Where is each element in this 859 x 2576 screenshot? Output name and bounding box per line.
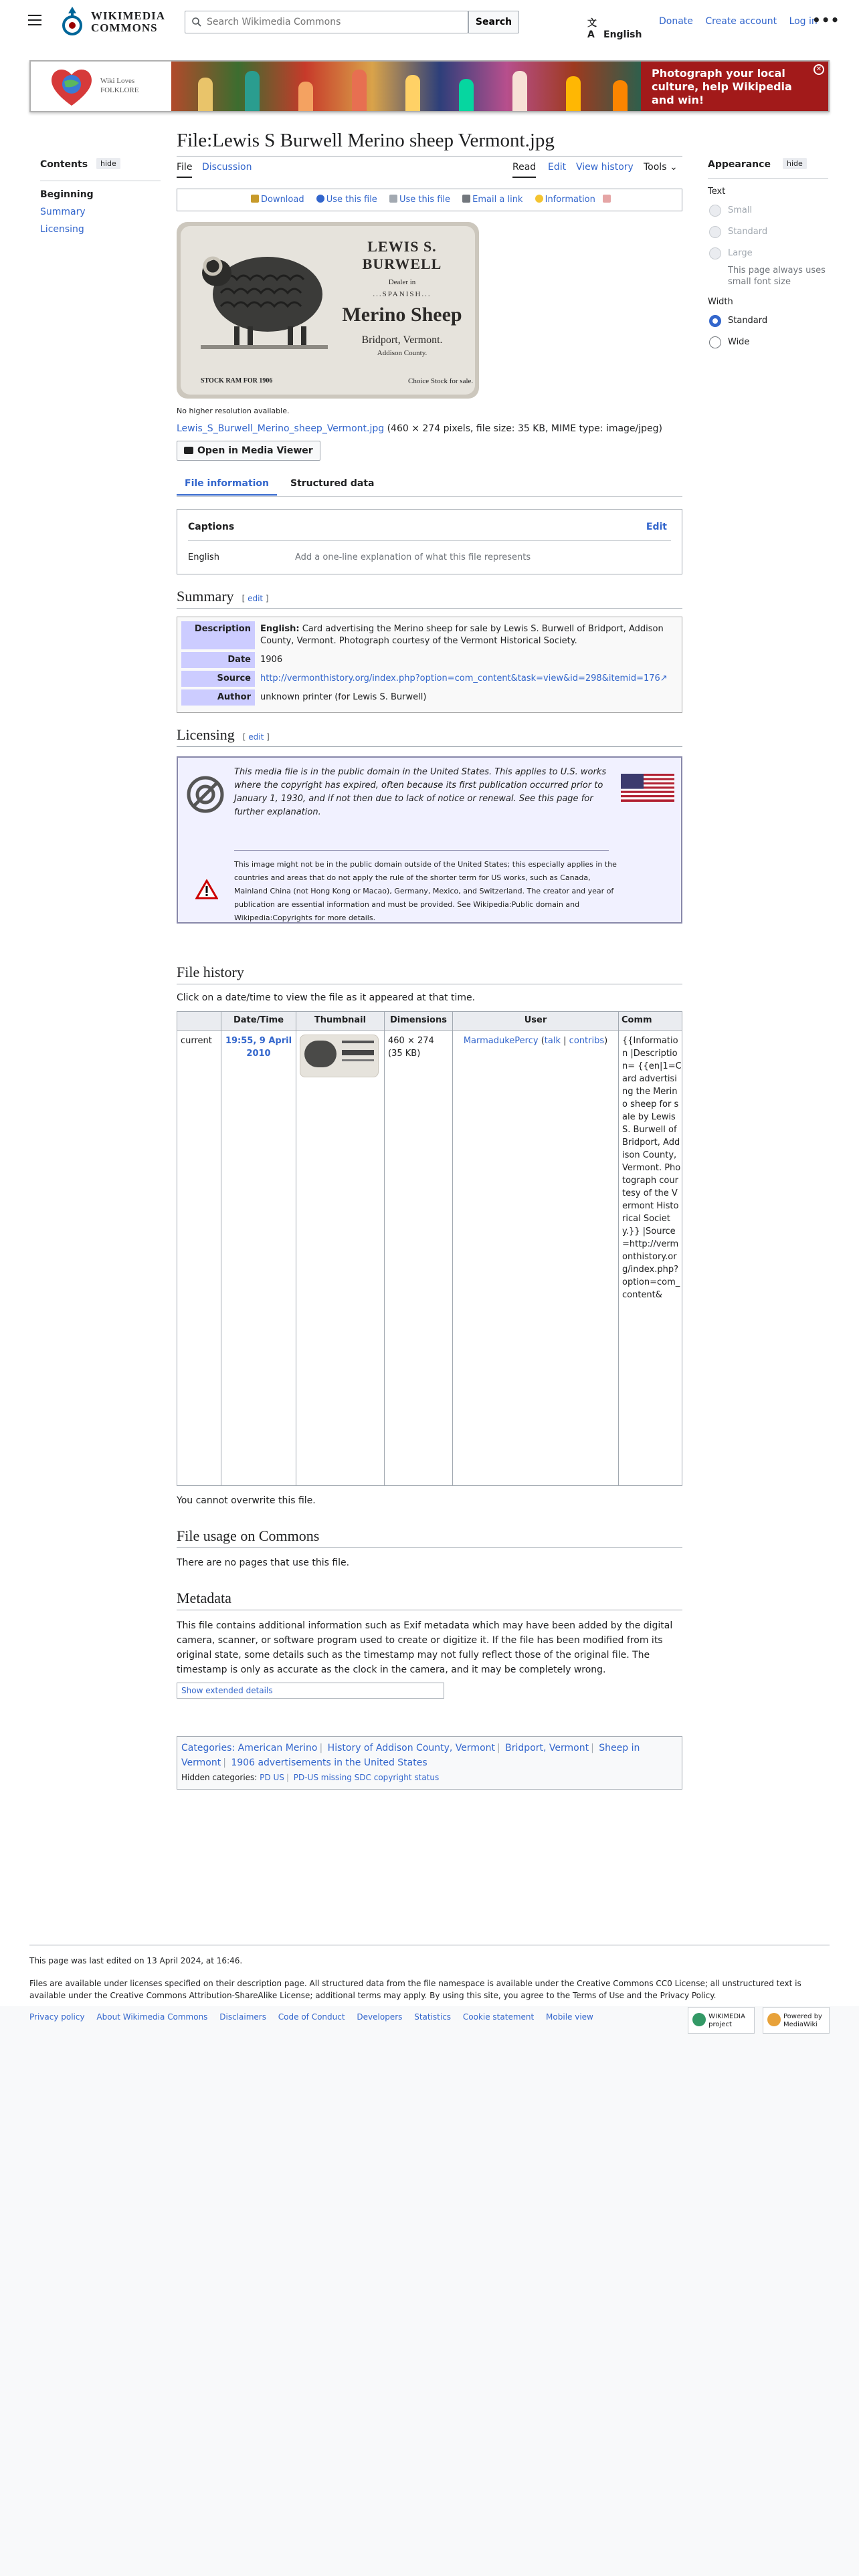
text-size-large-label: Large — [728, 248, 753, 258]
footer-link-privacy[interactable]: Privacy policy — [29, 2012, 85, 2022]
footer-link-cookie[interactable]: Cookie statement — [462, 2012, 535, 2022]
tab-read[interactable]: Read — [512, 162, 536, 178]
card-place: Bridport, Vermont. — [361, 334, 443, 346]
site-header — [0, 0, 859, 44]
description-value — [255, 621, 678, 649]
create-account-link[interactable]: Create account — [705, 16, 777, 27]
search-box — [185, 11, 468, 33]
language-selector[interactable] — [587, 16, 642, 40]
radio-selected-icon — [709, 315, 721, 327]
search-icon — [192, 17, 201, 27]
footer-license-text: Files are available under licenses specified on their description page. All structured data from the file namespace is available under the Creative Commons CC0 License; all unstructured text is available under the Creative Commons Attribution-ShareAlike License; additional terms may apply. By using this site, you agree to the Terms of Use and the Privacy Policy. — [29, 1979, 801, 2000]
tab-tools[interactable] — [644, 162, 678, 177]
card-spanish: ...SPANISH... — [373, 290, 432, 298]
date-key: Date — [181, 652, 255, 668]
merino-sheep-illustration — [194, 239, 328, 353]
width-wide-label: Wide — [728, 337, 750, 347]
hidden-category-link[interactable]: PD US — [260, 1773, 284, 1782]
text-size-note: This page always uses small font size — [728, 265, 826, 287]
banner-photo-strip — [171, 62, 641, 111]
open-media-viewer-label: Open in Media Viewer — [197, 445, 313, 456]
card-name: LEWIS S. BURWELL — [362, 238, 442, 272]
cell-status: current — [177, 1031, 221, 1485]
toc-hide-button[interactable]: hide — [96, 158, 120, 169]
main-content — [177, 189, 682, 1790]
logo-wordmark — [91, 10, 165, 34]
talk-link[interactable]: talk — [544, 1036, 561, 1046]
donate-link[interactable]: Donate — [659, 16, 693, 27]
use-file-wiki-label: Use this file — [399, 195, 451, 205]
category-link[interactable]: American Merino — [237, 1743, 318, 1753]
summary-table — [177, 617, 682, 713]
file-usage-heading: File usage on Commons — [177, 1527, 682, 1548]
card-merino: Merino Sheep — [342, 304, 462, 326]
public-domain-text: This media file is in the public domain in the United States. This applies to U.S. works where the copyright has expired, often because its first publication occurred prior to January 1, 1930, and if not then due to lack of notice or renewal. See this page for further explanation. — [234, 767, 607, 817]
summary-heading — [177, 588, 682, 609]
appearance-title: Appearance — [708, 159, 771, 170]
tab-file[interactable]: File — [177, 162, 192, 178]
categories-box — [177, 1736, 682, 1790]
page-tabs — [177, 162, 682, 179]
category-link[interactable]: History of Addison County, Vermont — [327, 1743, 495, 1753]
wiki-icon — [389, 195, 397, 203]
download-label: Download — [260, 195, 304, 205]
thumbnail-image[interactable] — [300, 1035, 379, 1077]
cell-thumbnail — [296, 1031, 385, 1485]
width-standard-label: Standard — [728, 316, 768, 326]
log-in-link[interactable]: Log in — [789, 16, 818, 27]
categories-line: Categories: American Merino | History of Addison County, Vermont | Bridport, Vermont | Sheep in Vermont | 1906 advertisements in the United States — [181, 1743, 640, 1768]
radio-icon — [709, 247, 721, 259]
file-history-intro: Click on a date/time to view the file as it appeared at that time. — [177, 992, 476, 1003]
captions-box — [177, 509, 682, 574]
toc-item-licensing[interactable]: Licensing — [40, 224, 84, 235]
cell-user: MarmadukePercy (talk | contribs) — [453, 1031, 619, 1485]
text-size-large-option — [708, 247, 828, 269]
text-size-small-label: Small — [728, 205, 753, 215]
wikimedia-logo-icon — [692, 2013, 706, 2026]
file-usage-text: There are no pages that use this file. — [177, 1558, 350, 1568]
summary-row-source — [181, 671, 678, 687]
caption-input[interactable]: Add a one-line explanation of what this file represents — [295, 552, 531, 562]
file-info-line — [177, 423, 682, 434]
card-stock-ram: STOCK RAM FOR 1906 — [201, 377, 273, 385]
banner-logo-line1: Wiki Loves — [100, 77, 135, 85]
licensing-heading-text: Licensing — [177, 726, 235, 743]
card-text — [339, 238, 466, 357]
table-of-contents — [40, 159, 161, 241]
card-dealer: Dealer in — [388, 278, 416, 286]
information-button[interactable] — [535, 195, 595, 205]
wiki-loves-folklore-logo — [35, 64, 169, 108]
summary-row-date — [181, 652, 678, 668]
show-extended-details-toggle[interactable]: Show extended details — [177, 1683, 444, 1699]
column-header-status — [177, 1012, 221, 1031]
heart-globe-icon — [48, 64, 95, 108]
dimensions-value: 460 × 274 — [388, 1036, 434, 1046]
tab-file-information[interactable]: File information — [177, 478, 277, 496]
us-flag-icon — [621, 774, 674, 802]
search-input[interactable] — [207, 11, 448, 33]
site-logo[interactable] — [59, 5, 193, 39]
category-link[interactable]: Bridport, Vermont — [505, 1743, 589, 1753]
footer-link-developers[interactable]: Developers — [357, 2012, 403, 2022]
banner-cta[interactable]: Photograph your local culture, help Wikipedia and win! — [641, 62, 830, 111]
width-standard-option[interactable] — [708, 315, 828, 336]
captions-edit-button[interactable]: Edit — [646, 522, 667, 532]
size-value: (35 KB) — [388, 1049, 421, 1059]
use-file-wiki-button[interactable] — [389, 195, 450, 205]
hidden-categories-line: Hidden categories: PD US | PD-US missing SDC copyright status — [181, 1773, 440, 1782]
media-viewer-icon — [184, 447, 193, 454]
tab-discussion[interactable]: Discussion — [202, 162, 252, 173]
category-link[interactable]: 1906 advertisements in the United States — [231, 1757, 427, 1768]
main-menu-icon[interactable] — [28, 15, 41, 25]
radio-icon — [709, 336, 721, 348]
search-button[interactable]: Search — [468, 11, 519, 33]
text-size-label: Text — [708, 187, 726, 197]
author-key: Author — [181, 689, 255, 706]
toc-item-summary[interactable]: Summary — [40, 207, 86, 217]
width-label: Width — [708, 297, 733, 307]
mediawiki-logo-icon — [767, 2013, 781, 2026]
licensing-heading — [177, 726, 682, 747]
original-file-link[interactable]: Lewis_S_Burwell_Merino_sheep_Vermont.jpg — [177, 423, 385, 434]
text-size-standard-label: Standard — [728, 227, 768, 237]
language-label: English — [603, 29, 642, 40]
text-size-standard-option — [708, 226, 828, 247]
summary-row-author — [181, 689, 678, 706]
column-header-comment: Comm — [619, 1012, 682, 1031]
badge2-label: Powered by MediaWiki — [783, 2013, 822, 2028]
licensing-edit-link[interactable]: edit — [248, 732, 264, 742]
captions-divider — [188, 540, 671, 541]
pdf-icon[interactable] — [603, 195, 611, 203]
footer-link-about[interactable]: About Wikimedia Commons — [96, 2012, 208, 2022]
summary-heading-text: Summary — [177, 588, 234, 605]
hidden-categories-label: Hidden categories: — [181, 1773, 258, 1782]
column-header-dimensions: Dimensions — [385, 1012, 453, 1031]
last-edited-note: This page was last edited on 13 April 2024, at 16:46. — [29, 1956, 243, 1965]
description-text: Card advertising the Merino sheep for sale by Lewis S. Burwell of Bridport, Addison County, Vermont. Photograph courtesy of the Vermont Historical Society. — [260, 624, 664, 646]
more-options-icon[interactable]: ••• — [812, 12, 840, 28]
file-history-table — [177, 1011, 682, 1486]
tools-label: Tools — [644, 162, 667, 173]
summary-edit-link[interactable]: edit — [248, 594, 264, 603]
file-toolbar — [177, 189, 682, 211]
public-domain-icon — [186, 775, 225, 814]
card-county: Addison County. — [377, 349, 427, 357]
sheep-card — [181, 226, 475, 395]
use-file-web-button[interactable] — [316, 195, 377, 205]
licensing-edit-section: [ edit ] — [242, 732, 270, 742]
lightbulb-icon — [535, 195, 543, 203]
file-details: (460 × 274 pixels, file size: 35 KB, MIME type: image/jpeg) — [387, 423, 663, 434]
powered-by-mediawiki-badge[interactable] — [763, 2007, 830, 2034]
author-value: unknown printer (for Lewis S. Burwell) — [260, 692, 427, 702]
toc-heading: Contents — [40, 159, 88, 170]
contribs-link[interactable]: contribs — [569, 1036, 605, 1046]
logo-line2: COMMONS — [91, 21, 158, 34]
summary-edit-section: [ edit ] — [242, 594, 269, 603]
date-value: 1906 — [260, 655, 283, 665]
no-overwrite-note: You cannot overwrite this file. — [177, 1495, 316, 1506]
user-link[interactable]: MarmadukePercy — [463, 1036, 539, 1046]
banner-logo-line2: FOLKLORE — [100, 86, 139, 94]
metadata-text: This file contains additional information such as Exif metadata which may have been added by the digital camera, scanner, or software program used to create or digitize it. If the file has been modified from its original state, some details such as the timestamp may not fully reflect those of the original file. The timestamp is only as accurate as the clock in the camera, and it may be completely wrong. — [177, 1620, 673, 1675]
logo-line1: WIKIMEDIA — [91, 9, 166, 22]
categories-label-link[interactable]: Categories: — [181, 1743, 235, 1753]
footer-link-statistics[interactable]: Statistics — [414, 2012, 452, 2022]
width-wide-option[interactable] — [708, 336, 828, 358]
no-higher-resolution-note: No higher resolution available. — [177, 407, 290, 415]
toc-item-beginning[interactable]: Beginning — [40, 189, 94, 200]
commons-logo-icon — [59, 5, 86, 39]
cell-dimensions — [385, 1031, 453, 1485]
summary-row-description — [181, 621, 678, 649]
tab-view-history[interactable]: View history — [576, 162, 634, 173]
column-header-thumbnail: Thumbnail — [296, 1012, 385, 1031]
card-choice-stock: Choice Stock for sale. — [408, 377, 474, 385]
cell-comment: {{Information |Description= {{en|1=Card advertising the Merino sheep for sale by Lewis S. Burwell of Bridport, Addison County, Vermont. Photograph courtesy of the Vermont Historical Society.}} |Source=http://vermonthistory.org/index.php?option=com_content& — [619, 1031, 682, 1485]
download-button[interactable] — [251, 195, 304, 205]
email-icon — [462, 195, 470, 203]
badge1-label: WIKIMEDIA project — [708, 2013, 745, 2028]
column-header-user: User — [453, 1012, 619, 1031]
warning-icon — [195, 879, 218, 899]
captions-heading: Captions — [188, 522, 235, 532]
use-file-web-label: Use this file — [326, 195, 377, 205]
license-divider — [234, 850, 609, 851]
tab-edit[interactable]: Edit — [548, 162, 567, 173]
email-link-label: Email a link — [472, 195, 523, 205]
site-footer — [29, 1945, 830, 2028]
hidden-category-link[interactable]: PD-US missing SDC copyright status — [293, 1773, 440, 1782]
text-size-small-option — [708, 205, 828, 226]
external-link-icon: ↗ — [660, 673, 668, 683]
file-preview-image[interactable] — [177, 222, 479, 399]
source-key: Source — [181, 671, 255, 687]
radio-icon — [709, 205, 721, 217]
banner-close-icon[interactable]: ✕ — [814, 64, 824, 75]
footer-badges — [682, 2007, 830, 2034]
description-key: Description — [181, 621, 255, 649]
download-icon — [251, 195, 259, 203]
column-header-datetime: Date/Time — [221, 1012, 296, 1031]
page-title: File:Lewis S Burwell Merino sheep Vermont.jpg — [177, 130, 682, 156]
globe-icon — [316, 195, 324, 203]
description-lang: English: — [260, 624, 300, 634]
metadata-heading: Metadata — [177, 1590, 682, 1610]
footer-link-mobile-view[interactable]: Mobile view — [546, 2012, 593, 2022]
information-label: Information — [545, 195, 595, 205]
cell-datetime-link[interactable]: 19:55, 9 April 2010 — [221, 1031, 296, 1485]
file-info-tabs — [177, 478, 682, 497]
wikimedia-project-badge[interactable] — [688, 2007, 755, 2034]
open-media-viewer-button[interactable] — [177, 441, 320, 461]
file-history-heading: File history — [177, 964, 682, 984]
caption-language: English — [188, 552, 219, 562]
email-link-button[interactable] — [462, 195, 522, 205]
footer-link-code-of-conduct[interactable]: Code of Conduct — [278, 2012, 345, 2022]
appearance-divider — [708, 178, 828, 179]
personal-links — [659, 16, 827, 27]
footer-link-disclaimers[interactable]: Disclaimers — [219, 2012, 266, 2022]
appearance-panel — [708, 159, 828, 358]
license-box — [177, 756, 682, 924]
appearance-hide-button[interactable]: hide — [783, 158, 807, 169]
chevron-down-icon: ⌄ — [669, 162, 678, 173]
warning-text: This image might not be in the public domain outside of the United States; this especially applies in the countries and areas that do not apply the rule of the shorter term for US works, such as Canada, Mainland China (not Hong Kong or Macao), Germany, Mexico, and Switzerland. The creator and year of publication are essential information and must be provided. See Wikipedia:Public domain and Wikipedia:Copyrights for more details. — [234, 860, 617, 922]
category-link[interactable]: Sheep in Vermont — [181, 1743, 640, 1768]
campaign-banner[interactable] — [29, 60, 830, 112]
radio-icon — [709, 226, 721, 238]
language-icon: 文A — [587, 18, 597, 40]
source-link[interactable]: http://vermonthistory.org/index.php?option=com_content&task=view&id=298&itemid=176 — [260, 673, 660, 683]
tab-structured-data[interactable]: Structured data — [290, 478, 375, 489]
